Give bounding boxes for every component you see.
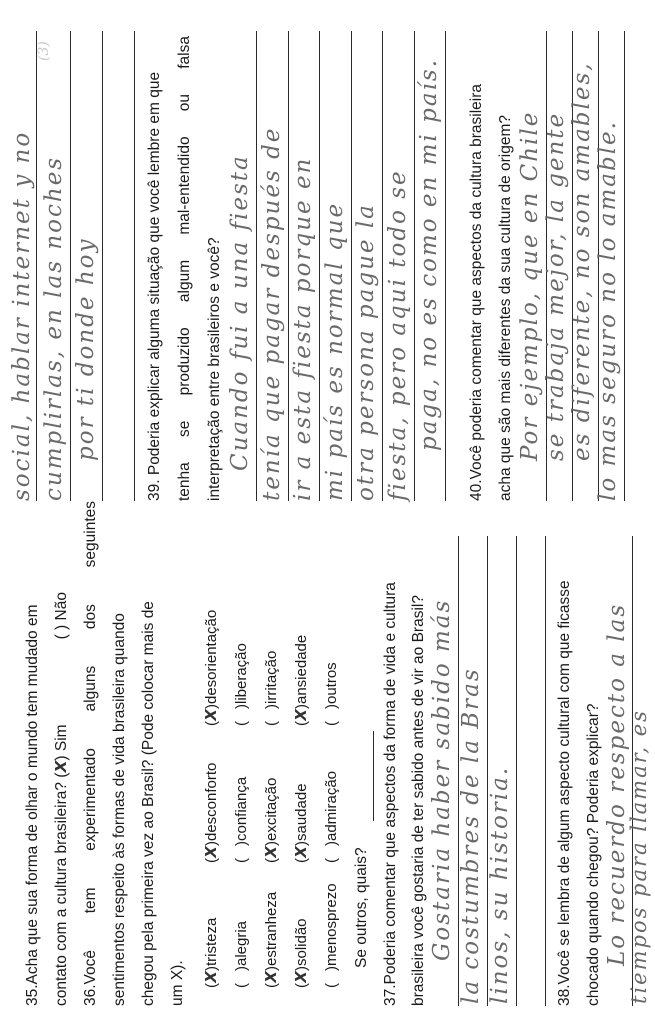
- q38-line2: chocado quando chegou? Poderia explicar?: [585, 703, 602, 1006]
- q36-option[interactable]: [257, 778, 287, 863]
- q36-option-mark[interactable]: X: [292, 846, 310, 858]
- q36-line3: chegou pela primeira vez ao Brasil? (Pode colocar mais de: [140, 601, 157, 1006]
- q38-cont-line-4: [134, 31, 135, 501]
- q36-line4: um X).: [169, 960, 186, 1006]
- q39-handwriting: otra persona pague la: [353, 203, 379, 501]
- q36-option[interactable]: [317, 883, 347, 988]
- q36-option-label: )solidão: [293, 918, 310, 971]
- q36-others-line[interactable]: [373, 731, 374, 821]
- q35-line1: 35.Acha que sua forma de olhar o mundo tem mudado em: [24, 604, 41, 1006]
- q36-option-label: )estranheza: [263, 891, 280, 971]
- q38-cont-handwriting-2: cumplirlas, en las noches: [41, 155, 67, 501]
- option-paren: (: [203, 983, 220, 988]
- page-number: (3): [36, 41, 52, 61]
- q37-line2: brasileira você gostaria de ter sabido antes de vir ao Brasil?: [410, 595, 427, 1006]
- q40-handwriting: es diferente, no son amables,: [569, 61, 595, 461]
- q39-answer-line: [445, 31, 446, 501]
- q40-handwriting: lo mas seguro no lo amable.: [595, 120, 621, 501]
- option-paren: (: [233, 858, 250, 863]
- q39-handwriting: tenía que pagar después de: [258, 126, 285, 501]
- q35-line2: [47, 592, 77, 1006]
- q36-line2: sentimentos respeito às formas de vida brasileira quando: [111, 613, 128, 1006]
- q36-option-label: )liberação: [233, 643, 250, 709]
- q36-option-mark[interactable]: X: [292, 709, 310, 721]
- q36-option-mark[interactable]: X: [202, 846, 220, 858]
- q36-option-mark[interactable]: X: [292, 971, 310, 983]
- option-paren: (: [233, 721, 250, 726]
- option-paren: (: [323, 858, 340, 863]
- q39-handwriting: ir a esta fiesta porque en: [290, 156, 316, 501]
- q39-handwriting: fiesta, pero aqui todo se: [384, 169, 411, 501]
- q36-option-label: )irritação: [263, 650, 280, 709]
- q39-line1: 39. Poderia explicar alguma situação que você lembre em que: [146, 71, 163, 501]
- q38-cont-handwriting-3: por ti donde hoy: [73, 237, 99, 461]
- q37-answer-line-4: [545, 536, 546, 1006]
- q36-option-label: )alegria: [233, 920, 250, 971]
- option-paren: (: [203, 721, 220, 726]
- q36-option[interactable]: [257, 651, 287, 726]
- q36-option[interactable]: [227, 643, 257, 726]
- q37-handwriting-3: linos, su historia.: [487, 765, 513, 1004]
- q36-option[interactable]: [287, 918, 317, 988]
- q36-option[interactable]: [257, 892, 287, 988]
- option-paren: (: [293, 858, 310, 863]
- q40-handwriting: Por ejemplo, que en Chile: [517, 110, 543, 461]
- q37-answer-line-3: [516, 536, 517, 1006]
- q40-line1: 40.Você poderia comentar que aspectos da cultura brasileira: [468, 83, 485, 501]
- q38-cont-line-3: [102, 31, 103, 501]
- q35-nao-option[interactable]: ( ) Não: [53, 592, 70, 640]
- option-paren: (: [263, 721, 280, 726]
- q35-sim-label: ) Sim: [53, 724, 70, 761]
- q36-option[interactable]: [317, 662, 347, 726]
- q36-option[interactable]: [317, 771, 347, 863]
- q35-prompt: contato com a cultura brasileira? (: [53, 772, 70, 1006]
- q36-option-label: )ansiedade: [293, 634, 310, 709]
- q36-option-mark[interactable]: X: [262, 846, 280, 858]
- q36-option[interactable]: [287, 783, 317, 863]
- q36-option[interactable]: [197, 610, 227, 726]
- q37-line1: 37.Poderia comentar que aspectos da forma de vida e cultura: [382, 582, 399, 1006]
- q38-handwriting-1: Lo recuerdo respecto a las: [604, 602, 630, 966]
- option-paren: (: [323, 983, 340, 988]
- q39-handwriting: paga, no es como en mi país.: [416, 57, 442, 451]
- q40-handwriting: se trabaja mejor, la gente: [543, 111, 569, 461]
- q36-option-mark[interactable]: X: [262, 971, 280, 983]
- q37-handwriting-1: Gostaria haber sabido más: [429, 598, 455, 961]
- q40-answer-line: [624, 31, 625, 501]
- q36-option[interactable]: [197, 763, 227, 863]
- q38-cont-line-2: [70, 31, 71, 501]
- q36-option[interactable]: [197, 918, 227, 988]
- q39-line3: interpretação entre brasileiros e você?: [206, 237, 223, 501]
- q35-sim-mark[interactable]: X: [52, 760, 70, 773]
- q38-line1: 38.Você se lembra de algum aspecto cultural com que ficasse: [556, 580, 573, 1006]
- q38-cont-handwriting-1: social, hablar internet y no: [9, 130, 35, 501]
- q36-option[interactable]: [227, 777, 257, 863]
- q36-option-mark[interactable]: X: [202, 971, 220, 983]
- option-paren: (: [293, 983, 310, 988]
- option-paren: (: [203, 858, 220, 863]
- q36-option[interactable]: [227, 921, 257, 988]
- q36-option-mark[interactable]: X: [202, 709, 220, 721]
- q36-others-label: Se outros, quais?: [353, 847, 370, 968]
- q38-handwriting-2: tiempos para llamar, es: [627, 709, 651, 1004]
- q39-handwriting: Cuando fui a una fiesta: [227, 154, 253, 471]
- q36-option-label: )outros: [323, 662, 340, 709]
- option-paren: (: [263, 858, 280, 863]
- option-paren: (: [233, 983, 250, 988]
- q39-line2: tenha se produzido algum mal-entendido ou falsa: [176, 36, 193, 501]
- q36-option-label: )desconforto: [203, 762, 220, 846]
- q36-option-label: )tristeza: [203, 917, 220, 971]
- q36-option-label: )saudade: [293, 783, 310, 846]
- q36-option-label: )desorientação: [203, 609, 220, 709]
- option-paren: (: [263, 983, 280, 988]
- option-paren: (: [323, 721, 340, 726]
- q39-handwriting: mi país es normal que: [321, 201, 348, 501]
- q36-option-label: )menosprezo: [323, 883, 340, 971]
- q36-option-label: )excitação: [263, 777, 280, 846]
- q36-option-label: )confiança: [233, 776, 250, 846]
- q40-line2: acha que são mais diferentes da sua cultura de origem?: [497, 114, 514, 501]
- q36-option[interactable]: [287, 635, 317, 726]
- option-paren: (: [293, 721, 310, 726]
- q37-handwriting-2: la costumbres de la Bras: [458, 667, 484, 1004]
- q36-line1: 36.Você tem experimentado alguns dos seguintes: [82, 501, 99, 1006]
- q36-option-label: )admiração: [323, 770, 340, 846]
